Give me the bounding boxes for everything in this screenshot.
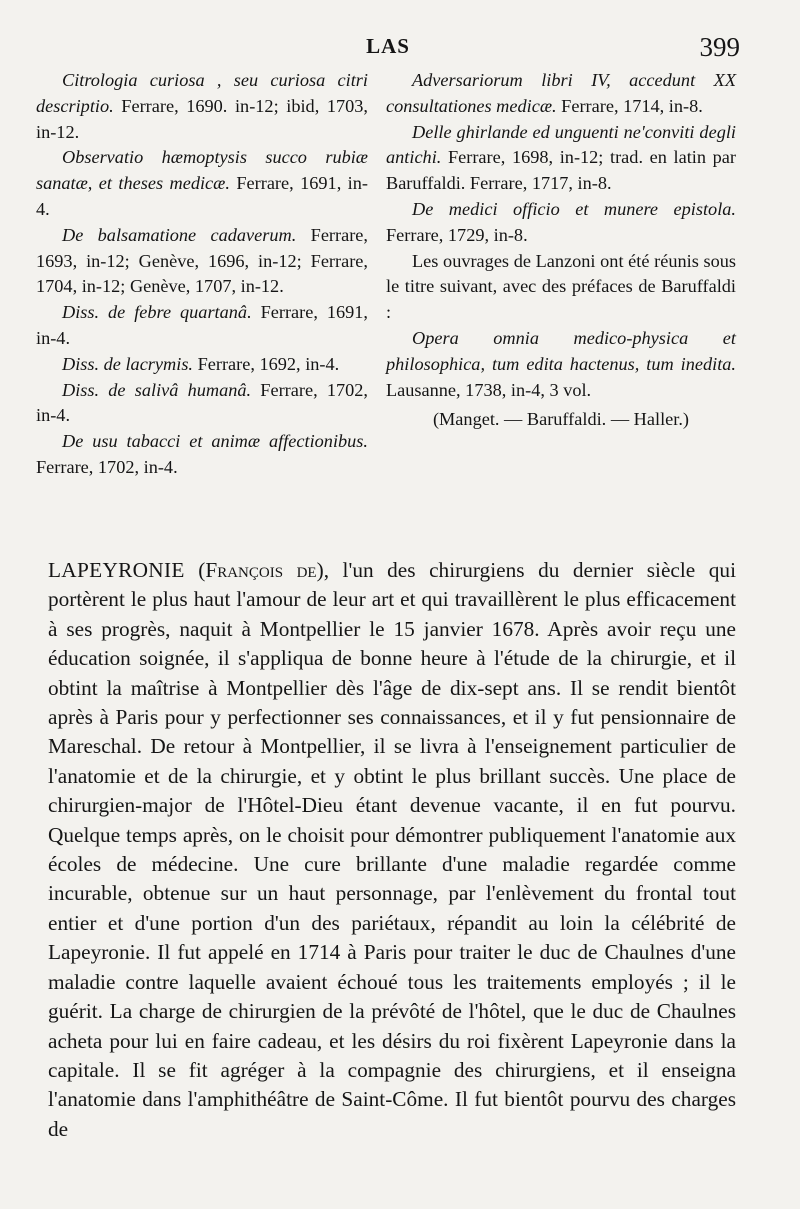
bibliography-entry: [36, 68, 368, 145]
entry-details: Ferrare, 1729, in-8.: [386, 224, 528, 245]
bibliography-entry: [386, 326, 736, 403]
entry-details: Ferrare, 1698, in-12; trad. en latin par Baruffaldi. Ferrare, 1717, in-8.: [386, 147, 736, 194]
entry-title: Adversariorum libri IV, accedunt XX consultationes medicæ.: [386, 70, 736, 116]
bibliography-entry: [36, 145, 368, 222]
article-given-name: (François de): [198, 558, 324, 582]
entry-details: Ferrare, 1691, in-4.: [36, 173, 368, 219]
collected-works-note: Les ouvrages de Lanzoni ont été réunis sous le titre suivant, avec des préfaces de Baruffaldi :: [386, 250, 736, 323]
entry-title: De usu tabacci et animæ affectionibus.: [62, 431, 368, 452]
bibliography-entry: [36, 223, 368, 300]
bibliography-entry: [386, 120, 736, 197]
article-body: [48, 556, 736, 1144]
entry-details: Ferrare, 1690. in-12; ibid, 1703, in-12.: [36, 95, 368, 142]
article-headword: LAPEYRONIE: [48, 558, 185, 582]
bibliography-entry: [36, 429, 368, 481]
entry-title: De balsamatione cadaverum.: [62, 224, 297, 245]
entry-title: Delle ghirlande ed unguenti ne'conviti degli antichi.: [386, 121, 736, 168]
entry-title: Observatio hæmoptysis succo rubiæ sanatæ, et theses medicæ.: [36, 147, 368, 194]
entry-title: Citrologia curiosa , seu curiosa citri descriptio.: [36, 70, 368, 116]
entry-details: Ferrare, 1692, in-4.: [193, 353, 340, 374]
article-text: , l'un des chirurgiens du dernier siècle qui portèrent le plus haut l'amour de leur art et qui travaillèrent le plus efficacement à ses progrès, naquit à Montpellier le 15 janvier 1678. Après avoir reçu une éducation soignée, il s'appliqua de bonne heure à l'étude de la chirurgie, et il obtint la maîtrise à Montpellier dès l'âge de dix-sept ans. Il se rendit bientôt après à Paris pour y perfectionner ses connaissances, et il y fut pensionnaire de Mareschal. De retour à Montpellier, il se livra à l'enseignement particulier de l'anatomie et de la chirurgie, et y obtint le plus brillant succès. Une place de chirurgien-major de l'Hôtel-Dieu étant devenue vacante, il en fut pourvu. Quelque temps après, on le choisit pour démontrer publiquement l'anatomie aux écoles de médecine. Une cure brillante d'une maladie regardée comme incurable, obtenue sur un haut personnage, par l'enlèvement du frontal tout entier et d'une portion d'un des pariétaux, répandit au loin la célébrité de Lapeyronie. Il fut appelé en 1714 à Paris pour traiter le duc de Chaulnes d'une maladie contre laquelle avaient échoué tous les traitements employés ; il le guérit. La charge de chirurgien de la prévôté de l'hôtel, que le duc de Chaulnes acheta pour lui en faire cadeau, et les désirs du roi fixèrent Lapeyronie dans la capitale. Il se fit agréger à la compagnie des chirurgiens, et il enseigna l'anatomie dans l'amphithéâtre de Saint-Côme. Il fut bientôt pourvu des charges de: [48, 558, 737, 1141]
entry-title: Diss. de lacrymis.: [62, 353, 194, 374]
entry-details: Ferrare, 1714, in-8.: [556, 95, 703, 116]
running-head: LAS: [366, 34, 410, 58]
entry-details: Ferrare, 1693, in-12; Genève, 1696, in-12; Ferrare, 1704, in-12; Genève, 1707, in-12.: [36, 224, 368, 297]
page-number: 399: [699, 32, 740, 62]
bibliography-entry: [36, 378, 368, 430]
entry-title: De medici officio et munere epistola.: [412, 198, 736, 219]
bibliography-entry: [386, 68, 736, 120]
bibliography-columns: [36, 68, 736, 548]
sources-note: (Manget. — Baruffaldi. — Haller.): [432, 409, 690, 430]
bibliography-entry: [36, 300, 368, 352]
entry-details: Ferrare, 1691, in-4.: [36, 302, 368, 348]
entry-title: Diss. de salivâ humanâ.: [62, 379, 252, 400]
page-header: [36, 34, 740, 64]
bibliography-entry: [36, 352, 368, 378]
right-column: [386, 68, 736, 451]
entry-details: Ferrare, 1702, in-4.: [36, 456, 178, 477]
entry-title: Opera omnia medico-physica et philosophica, tum edita hactenus, tum inedita.: [386, 327, 736, 374]
bibliography-entry: [386, 197, 736, 249]
left-column: [36, 68, 368, 481]
entry-title: Diss. de febre quartanâ.: [62, 302, 252, 323]
entry-details: Lausanne, 1738, in-4, 3 vol.: [386, 379, 592, 400]
entry-details: Ferrare, 1702, in-4.: [36, 379, 368, 426]
